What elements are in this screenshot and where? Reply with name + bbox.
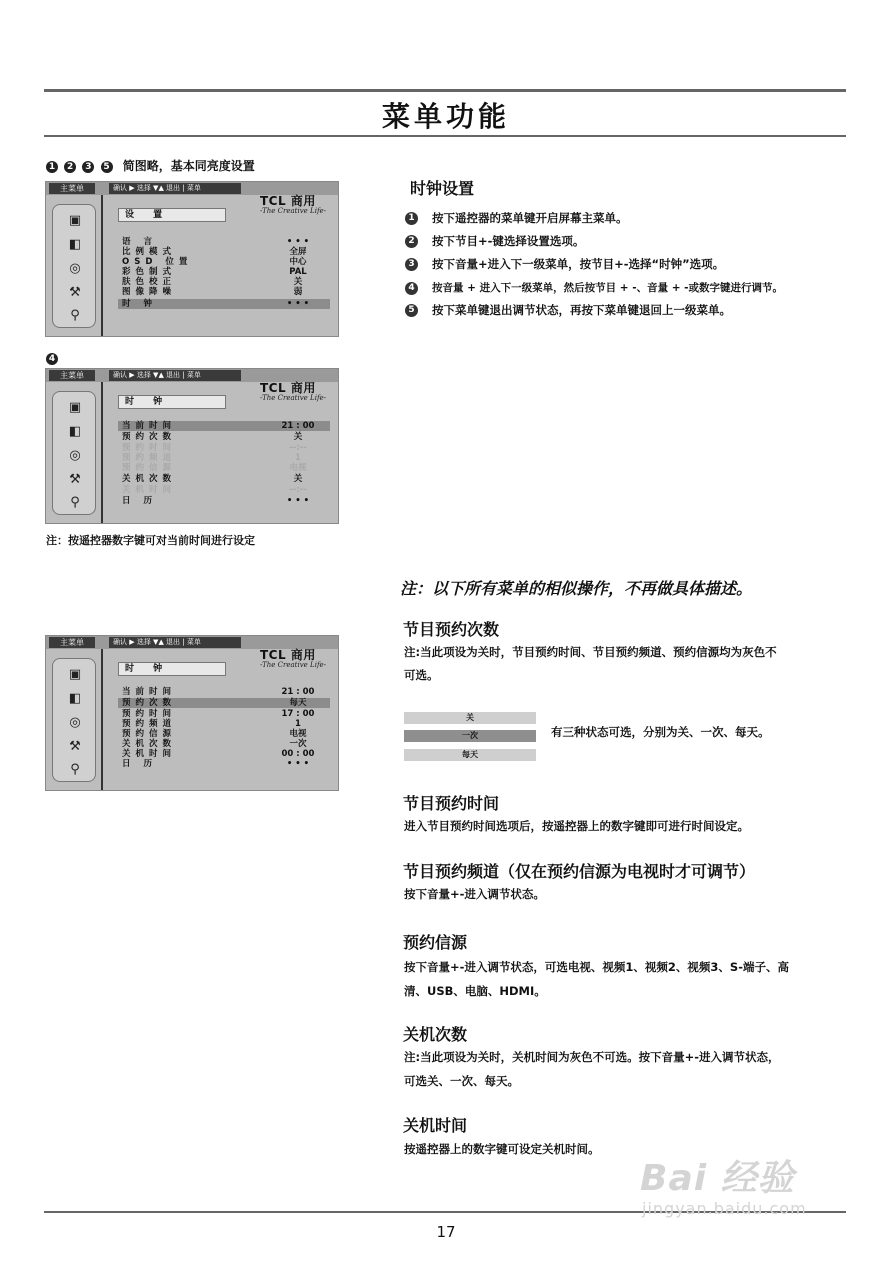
italic-note: 注：以下所有菜单的相似操作，不再做具体描述。: [400, 579, 753, 598]
section-title-booking-count: 节目预约次数: [403, 620, 500, 639]
osd-row: 预约次数 关: [122, 432, 303, 442]
main-menu-tab: 主菜单: [49, 370, 95, 381]
wrench-icon: ⚒: [69, 472, 81, 487]
badge-3: 3: [82, 161, 94, 173]
osd-menu-header: 设 置: [118, 208, 226, 222]
osd-row-disabled: 关机时间 --:--: [122, 485, 307, 495]
step-4: 4 按音量 + 进入下一级菜单，然后按节目 + -、音量 + -或数字键进行调节。: [405, 280, 783, 295]
osd-row: 彩色制式 PAL: [122, 267, 307, 277]
section-text: 进入节目预约时间选项后，按遥控器上的数字键即可进行时间设定。: [404, 819, 749, 833]
tcl-slogan: -The Creative Life-: [260, 394, 327, 402]
nav-hint-tab: 确认 ▶ 选择 ▼▲ 退出 | 菜单: [109, 183, 241, 194]
osd-row: 预约信源 电视: [122, 729, 307, 739]
options-desc: 有三种状态可选，分别为关、一次、每天。: [551, 725, 770, 739]
channel-icon: ◎: [69, 448, 81, 463]
osd-row: 关机次数 关: [122, 474, 303, 484]
sound-icon: ◧: [68, 691, 82, 706]
tcl-logo: TCL 商用: [260, 194, 316, 208]
osd-divider: [101, 382, 103, 524]
option-once: 一次: [404, 730, 536, 742]
watermark-brand: Bai 经验: [640, 1158, 795, 1199]
osd-screen-clock: [45, 368, 339, 524]
osd-row-disabled: 预约频道 1: [122, 453, 301, 463]
section-text: 注:当此项设为关时，关机时间为灰色不可选。按下音量+-进入调节状态，: [404, 1050, 780, 1064]
osd-row: 肤色校正 关: [122, 277, 303, 287]
caption-1: [46, 157, 255, 174]
picture-icon: ▣: [68, 213, 82, 228]
osd-row: OSD 位置 中心: [122, 257, 307, 267]
osd-row: 预约时间 17 : 00: [122, 709, 315, 719]
tcl-logo: TCL 商用: [260, 381, 316, 395]
option-daily: 每天: [404, 749, 536, 761]
magnifier-icon: ⚲: [70, 762, 80, 777]
sound-icon: ◧: [68, 424, 82, 439]
osd-row: 比例模式 全屏: [122, 247, 307, 257]
section-text: 注:当此项设为关时，节目预约时间、节目预约频道、预约信源均为灰色不: [404, 645, 777, 659]
nav-hint-tab: 确认 ▶ 选择 ▼▲ 退出 | 菜单: [109, 637, 241, 648]
step-3: 3 按下音量+进入下一级菜单，按节目+-选择“时钟”选项。: [405, 256, 724, 272]
section-title-booking-channel: 节目预约频道（仅在预约信源为电视时才可调节）: [403, 862, 756, 881]
osd-side-panel: [52, 658, 96, 782]
section-text: 清、USB、电脑、HDMI。: [404, 984, 546, 998]
tcl-logo: TCL 商用: [260, 648, 316, 662]
magnifier-icon: ⚲: [70, 495, 80, 510]
tcl-slogan: -The Creative Life-: [260, 207, 327, 215]
wrench-icon: ⚒: [69, 739, 81, 754]
osd-row-selected: 时 钟 • • •: [118, 299, 330, 309]
section-text: 按遥控器上的数字键可设定关机时间。: [404, 1142, 600, 1156]
page-title: 菜单功能: [381, 100, 510, 133]
osd-row: 关机时间 00 : 00: [122, 749, 315, 759]
tcl-slogan: -The Creative Life-: [260, 661, 327, 669]
section-title-shutdown-count: 关机次数: [403, 1025, 468, 1044]
osd-row: 当前时间 21 : 00: [122, 687, 315, 697]
step-1: 1 按下遥控器的菜单键开启屏幕主菜单。: [405, 210, 628, 226]
osd-side-panel: [52, 391, 96, 515]
magnifier-icon: ⚲: [70, 308, 80, 323]
main-menu-tab: 主菜单: [49, 637, 95, 648]
osd-row: 关机次数 一次: [122, 739, 307, 749]
badge-2: 2: [64, 161, 76, 173]
caption-1-text: 简图略，基本同亮度设置: [122, 159, 255, 173]
osd-row-disabled: 预约时间 --:--: [122, 443, 307, 453]
badge-4: 4: [46, 353, 58, 365]
section-title-booking-time: 节目预约时间: [403, 794, 500, 813]
osd-menu-header: 时 钟: [118, 395, 226, 409]
osd-row: 日 历 • • •: [122, 496, 310, 506]
caption-2: [46, 351, 60, 365]
watermark: [640, 1150, 807, 1218]
top-rule: [44, 89, 846, 92]
main-menu-tab: 主菜单: [49, 183, 95, 194]
osd-divider: [101, 195, 103, 337]
section-text: 可选。: [404, 668, 439, 682]
badge-5: 5: [101, 161, 113, 173]
badge-1: 1: [46, 161, 58, 173]
step-5: 5 按下菜单键退出调节状态，再按下菜单键退回上一级菜单。: [405, 302, 731, 318]
osd-screen-clock-example: [45, 635, 339, 791]
osd-row: 预约频道 1: [122, 719, 301, 729]
title-underline: [44, 135, 846, 137]
osd-screen-settings: [45, 181, 339, 337]
section-title-booking-source: 预约信源: [403, 933, 468, 952]
section-text: 按下音量+-进入调节状态。: [404, 887, 545, 901]
osd-row-selected: 预约次数 每天: [118, 698, 330, 708]
osd-row: 图像降噪 弱: [122, 287, 303, 297]
option-off: 关: [404, 712, 536, 724]
osd-side-panel: [52, 204, 96, 328]
step-2: 2 按下节目+-键选择设置选项。: [405, 233, 584, 249]
osd-row-selected: 当前时间 21 : 00: [118, 421, 330, 431]
osd-row: 日 历 • • •: [122, 759, 310, 769]
wrench-icon: ⚒: [69, 285, 81, 300]
channel-icon: ◎: [69, 261, 81, 276]
section-title-shutdown-time: 关机时间: [403, 1116, 468, 1135]
channel-icon: ◎: [69, 715, 81, 730]
section-text: 可选关、一次、每天。: [404, 1074, 519, 1088]
picture-icon: ▣: [68, 400, 82, 415]
nav-hint-tab: 确认 ▶ 选择 ▼▲ 退出 | 菜单: [109, 370, 241, 381]
note-current-time: 注：按遥控器数字键可对当前时间进行设定: [46, 534, 255, 547]
watermark-url: jingyan.baidu.com: [642, 1199, 807, 1218]
page-number: 17: [436, 1223, 456, 1241]
osd-row-disabled: 预约信源 电视: [122, 463, 307, 473]
osd-divider: [101, 649, 103, 791]
osd-menu-header: 时 钟: [118, 662, 226, 676]
clock-section-title: 时钟设置: [410, 179, 475, 198]
section-text: 按下音量+-进入调节状态，可选电视、视频1、视频2、视频3、S-端子、高: [404, 960, 789, 974]
picture-icon: ▣: [68, 667, 82, 682]
sound-icon: ◧: [68, 237, 82, 252]
osd-row: 语 言 • • •: [122, 237, 310, 247]
